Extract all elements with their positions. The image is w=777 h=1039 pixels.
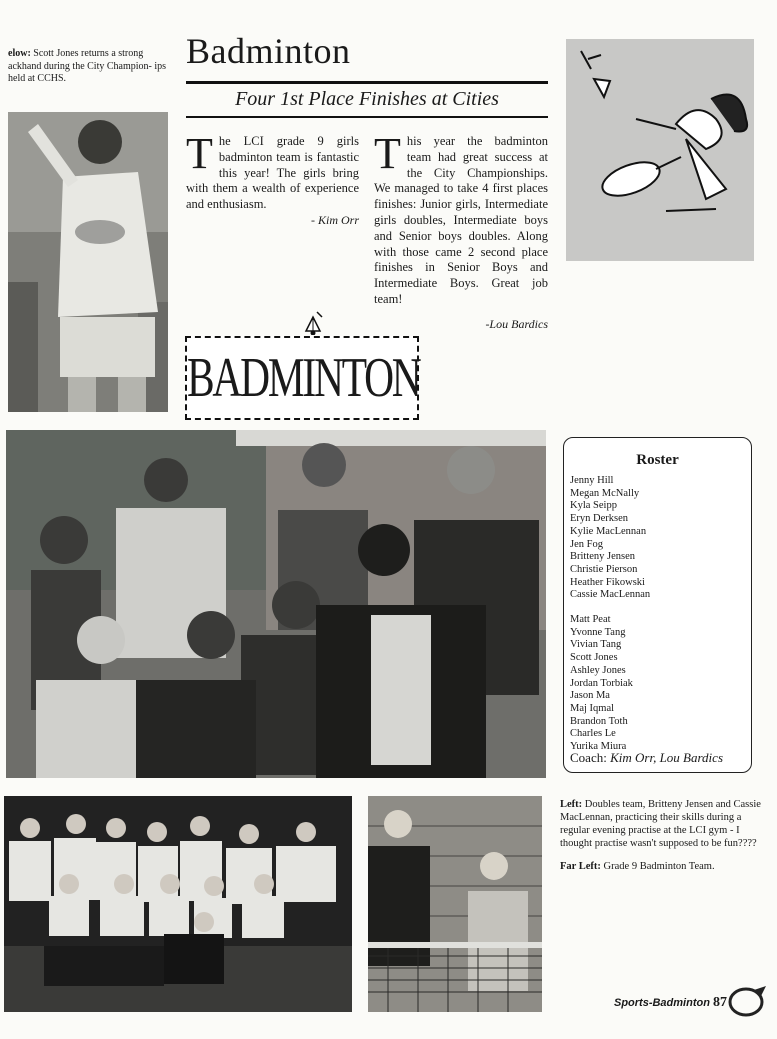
page-number: 87: [713, 995, 727, 1010]
caption-top: [8, 48, 173, 86]
cartoon-player-art: [566, 39, 754, 261]
roster-item: Kylie MacLennan: [570, 525, 647, 537]
photo-scott-jones-art: [8, 112, 168, 412]
roster-item: Matt Peat: [570, 614, 611, 626]
photo-doubles-practice-art: [368, 796, 542, 1012]
article-left-text: he LCI grade 9 girls badminton team is fantastic this year! The girls bring with them a wealth of experience and enthusiasm.: [186, 134, 359, 212]
footer-section: Sports-Badminton: [613, 997, 710, 1009]
roster-item: Kyla Seipp: [570, 500, 617, 512]
photo-scott-jones: [8, 112, 168, 412]
roster-box: [563, 437, 752, 773]
coach-label: Coach:: [570, 750, 607, 765]
roster-item: Jenny Hill: [570, 475, 614, 486]
roster-item: Charles Le: [570, 728, 616, 740]
roster-item: Heather Fikowski: [570, 576, 645, 588]
caption-left-lead: Left:: [560, 799, 583, 810]
title-rule: [186, 81, 548, 84]
roster-item: Ashley Jones: [570, 664, 626, 676]
roster-item: Maj Iqmal: [570, 702, 615, 714]
caption-left-text: Doubles team, Britteny Jensen and Cassie MacLennan, practicing their skills during a regular evening practise at the LCI gym - I thought practise wasn't supposed to be fun????: [560, 799, 761, 849]
roster-item: Vivian Tang: [570, 639, 622, 651]
article-right-text: his year the badminton team had great success at the City Championships. We managed to take 4 first places finishes: Junior girls, Intermediate girls doubles, Intermediate boys and Senior boys doubles. Along with those came 2 second place finishes in Senior Boys and Intermediate Boys. Great job team!: [374, 134, 548, 306]
page-footer: [614, 995, 727, 1011]
roster-item: Eryn Derksen: [570, 513, 629, 525]
badminton-logo: [185, 336, 419, 420]
dropcap-left: T: [186, 129, 213, 178]
roster-item: Jordan Torbiak: [570, 677, 633, 689]
photo-team-group: [6, 430, 546, 778]
caption-farleft-lead: Far Left:: [560, 861, 601, 872]
photo-grade9-team-art: [4, 796, 352, 1012]
coach-names: Kim Orr, Lou Bardics: [610, 750, 724, 765]
photo-grade9-team: [4, 796, 352, 1012]
roster-item: Jason Ma: [570, 690, 610, 702]
signature-lou-bardics: -Lou Bardics: [485, 316, 548, 331]
roster-item: Megan McNally: [570, 487, 640, 499]
page-subtitle: Four 1st Place Finishes at Cities: [235, 88, 499, 110]
roster-item: Yvonne Tang: [570, 626, 626, 638]
roster-item: Brandon Toth: [570, 715, 628, 727]
caption-top-text: Scott Jones returns a strong ackhand during the City Champion- ips held at CCHS.: [8, 48, 167, 84]
caption-left: [560, 798, 772, 850]
caption-farleft-text: Grade 9 Badminton Team.: [603, 861, 715, 872]
roster-title: Roster: [636, 452, 679, 468]
caption-top-lead: elow:: [8, 48, 31, 59]
article-kim-orr: [186, 129, 359, 229]
cartoon-illustration: [566, 39, 754, 261]
signature-kim-orr: - Kim Orr: [310, 212, 359, 227]
caption-farleft: [560, 860, 772, 873]
roster-item: Cassie MacLennan: [570, 589, 651, 601]
article-lou-bardics: [374, 129, 548, 333]
subtitle-rule: [186, 116, 548, 118]
caption-bottom: [560, 798, 772, 873]
photo-doubles-practice: [368, 796, 542, 1012]
badminton-logo-text: BADMINTON: [187, 347, 420, 409]
footer-emblem-icon: [728, 984, 768, 1018]
roster-item: Britteny Jensen: [570, 551, 636, 563]
roster-list-boys: [564, 614, 751, 754]
roster-item: Christie Pierson: [570, 563, 638, 575]
dropcap-right: T: [374, 129, 401, 178]
page-title: Badminton: [186, 31, 351, 71]
photo-team-group-art: [6, 430, 546, 778]
roster-gap: [564, 602, 751, 614]
roster-item: Yurika Miura: [570, 741, 627, 753]
shuttlecock-icon: [300, 309, 326, 335]
roster-item: Scott Jones: [570, 652, 618, 664]
roster-coach: [570, 750, 723, 766]
roster-list-girls: [564, 475, 751, 602]
roster-item: Jen Fog: [570, 538, 603, 550]
